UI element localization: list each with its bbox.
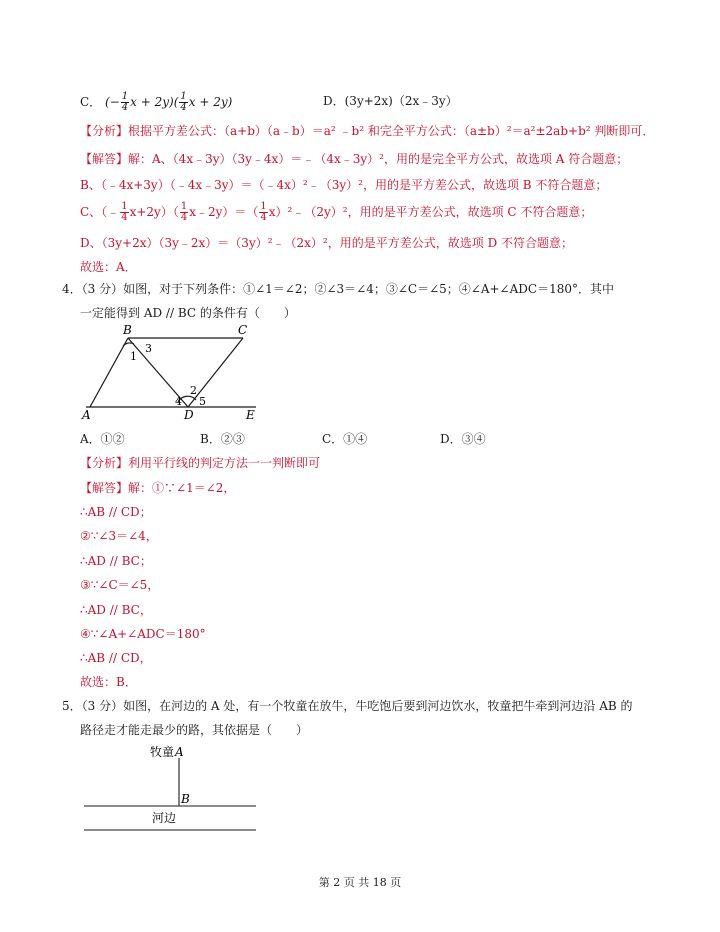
label-C: C — [238, 323, 248, 337]
q4-stem-line1: 4．（3 分）如图，对于下列条件：①∠1＝∠2；②∠3＝∠4；③∠C＝∠5；④∠A+∠ADC＝180°．其中 — [62, 282, 614, 296]
q4-answer-step: ∴AB // CD， — [80, 651, 152, 665]
page-footer: 第 2 页 共 18 页 — [318, 876, 402, 889]
q4-option-b: B．②③ — [200, 432, 245, 446]
q4-figure — [78, 322, 268, 422]
q3-answer-b: B、（﹣4x+3y）（﹣4x﹣3y）＝（﹣4x）²﹣（3y）²，用的是平方差公式，故选项 B 不符合题意； — [80, 178, 608, 192]
q4-answer-step: ④∵∠A+∠ADC＝180° — [80, 627, 206, 641]
q5-stem-line1: 5．（3 分）如图，在河边的 A 处，有一个牧童在放牛，牛吃饱后要到河边饮水，牧童把牛牵到河边沿 AB 的 — [62, 699, 633, 713]
q4-answer-step: ∴AB // CD； — [80, 505, 152, 519]
q4-stem-line2: 一定能得到 AD // BC 的条件有（ ） — [80, 306, 296, 320]
q3-answer-d: D、（3y+2x）（3y﹣2x）＝（3y）²﹣（2x）²，用的是平方差公式，故选项 D 不符合题意； — [80, 236, 573, 250]
label-river: 河边 — [152, 811, 177, 825]
q4-option-a: A．①② — [80, 432, 125, 446]
label-D: D — [184, 408, 194, 422]
q4-answer-step: ③∵∠C＝∠5， — [80, 578, 160, 592]
q5-stem-line2: 路径走才能走最少的路，其依据是（ ） — [80, 723, 309, 737]
q4-analysis: 【分析】利用平行线的判定方法一一判断即可 — [80, 456, 321, 470]
label-A: A — [82, 408, 91, 422]
label-1: 1 — [130, 350, 137, 363]
q3-analysis: 【分析】根据平方差公式：（a+b）（a﹣b）＝a² ﹣b² 和完全平方公式：（a±b）²＝a²±2ab+b² 判断即可． — [80, 124, 655, 138]
label-herder: 牧童 — [150, 745, 175, 759]
q3-answer-a: 【解答】解：A、（4x﹣3y）（3y﹣4x）＝﹣（4x﹣3y）²，用的是完全平方公式，故选项 A 符合题意； — [80, 152, 629, 166]
label-B: B — [123, 323, 132, 337]
q3-option-c: C． (− $\frac{1}{4}$ x + 2y)( $\frac{1}{4}$ x + 2y) — [80, 91, 233, 113]
q4-answer-step: 【解答】解：①∵∠1＝∠2， — [80, 481, 236, 495]
q3-answer-c: C、（﹣ $\frac{1}{4}$ x+2y）（ $\frac{1}{4}$ x﹣2y）＝（ $\frac{1}{4}$ x）²﹣（2y）²，用的是平方差公式，故选项 C 不符合题意； — [80, 201, 593, 223]
q3-answer-choose: 故选：A． — [80, 260, 137, 274]
label-B: B — [181, 792, 190, 806]
q4-answer-step: ②∵∠3＝∠4， — [80, 529, 158, 543]
label-3: 3 — [145, 342, 152, 355]
q4-option-c: C．①④ — [322, 432, 368, 446]
label-5: 5 — [199, 395, 206, 408]
q4-answer-step: ∴AD // BC， — [80, 603, 152, 617]
label-4: 4 — [175, 395, 182, 408]
label-A: A — [175, 745, 184, 759]
q4-answer-step: ∴AD // BC； — [80, 554, 152, 568]
q4-answer-step: 故选：B． — [80, 675, 137, 689]
label-2: 2 — [190, 384, 197, 397]
q3-option-d: D．(3y+2x)（2x﹣3y） — [323, 94, 458, 108]
q5-figure — [80, 740, 260, 836]
q4-option-d: D．③④ — [440, 432, 486, 446]
label-E: E — [246, 408, 255, 422]
